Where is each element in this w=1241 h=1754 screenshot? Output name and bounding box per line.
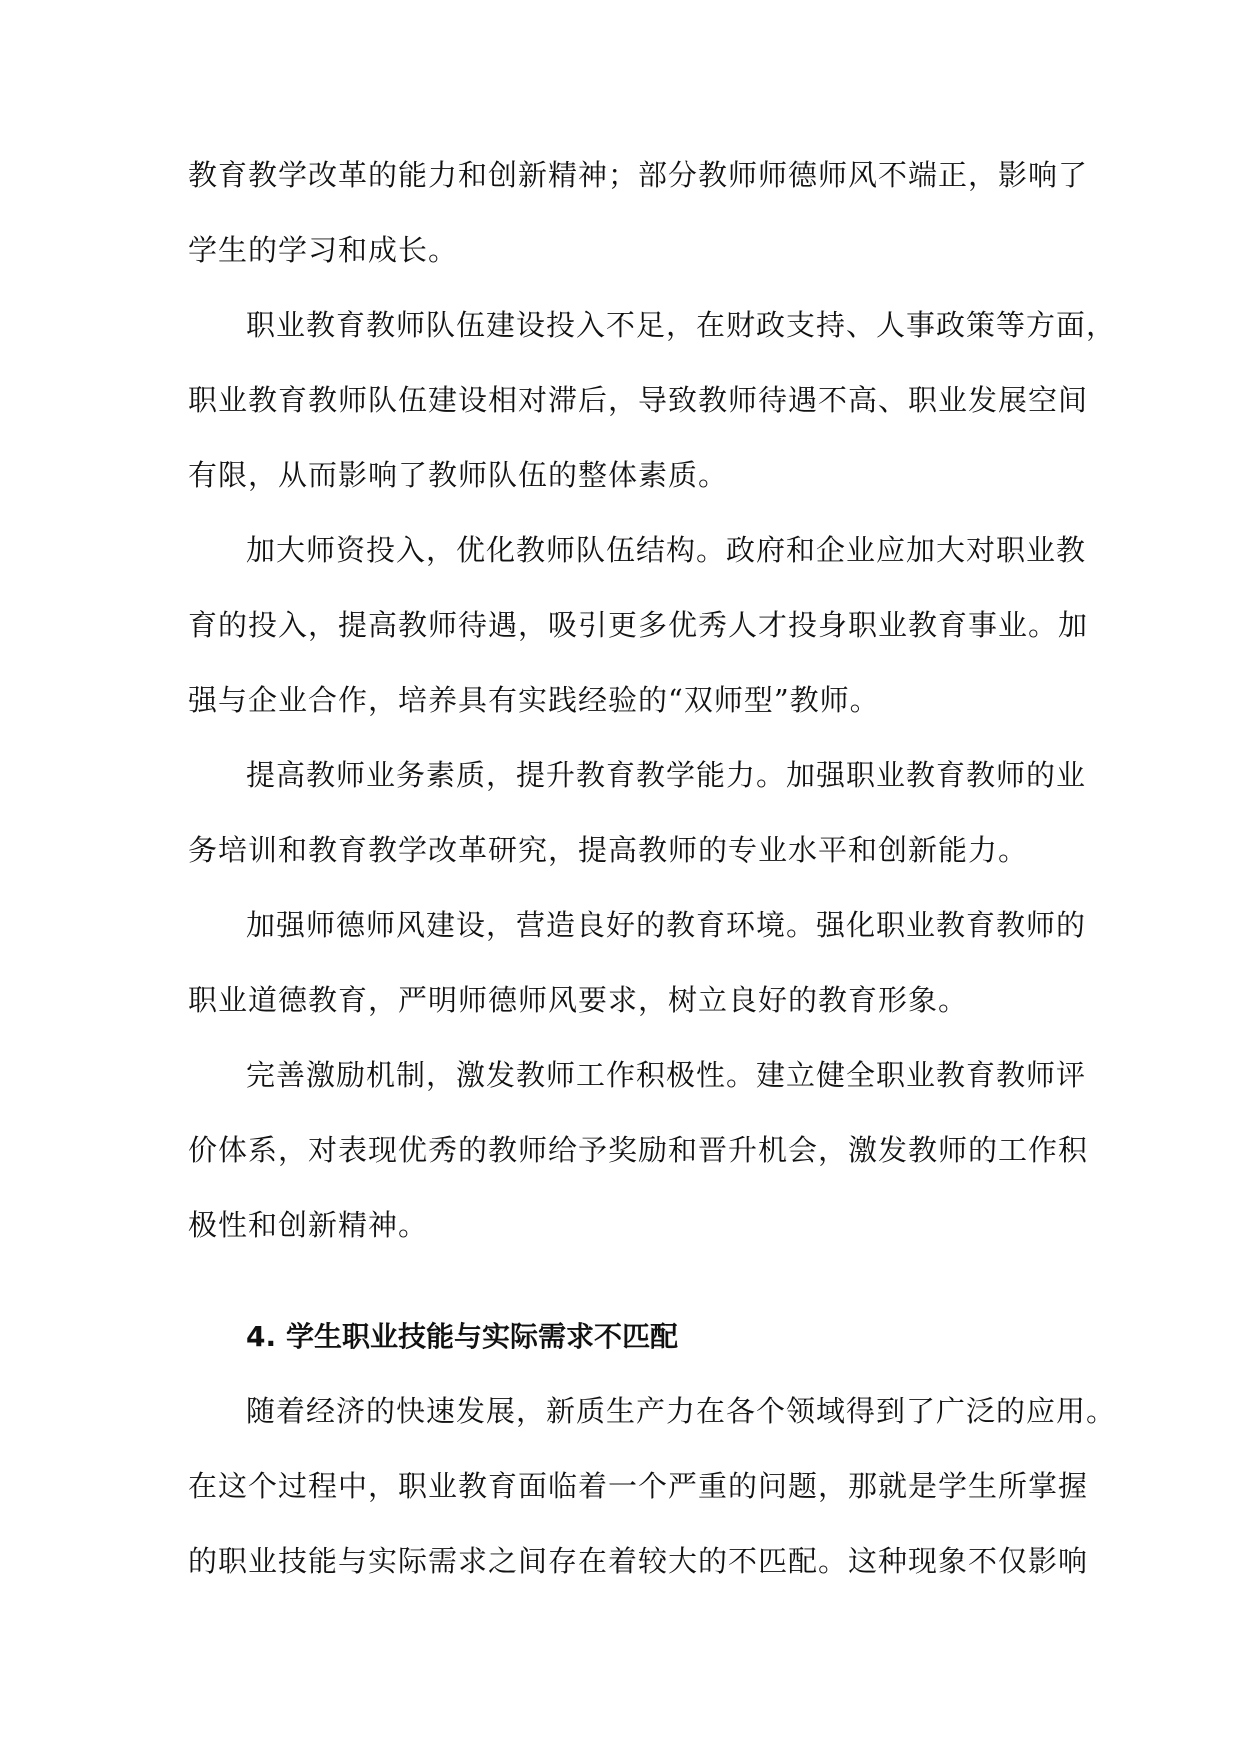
paragraph-line: 完善激励机制，激发教师工作积极性。建立健全职业教育教师评 xyxy=(246,1058,1087,1092)
paragraph-line: 务培训和教育教学改革研究，提高教师的专业水平和创新能力。 xyxy=(188,833,1029,867)
paragraph-line: 职业教育教师队伍建设相对滞后，导致教师待遇不高、职业发展空间 xyxy=(188,383,1089,417)
paragraph-line: 学生的学习和成长。 xyxy=(188,233,459,267)
section-spacer xyxy=(188,1263,1052,1299)
paragraph-4 xyxy=(188,738,1087,888)
paragraph-line: 育的投入，提高教师待遇，吸引更多优秀人才投身职业教育事业。加 xyxy=(188,608,1089,642)
paragraph-line: 价体系，对表现优秀的教师给予奖励和晋升机会，激发教师的工作积 xyxy=(188,1133,1089,1167)
paragraph-line: 极性和创新精神。 xyxy=(188,1208,429,1242)
paragraph-2 xyxy=(188,288,1117,513)
paragraph-7 xyxy=(188,1374,1117,1599)
paragraph-line: 在这个过程中，职业教育面临着一个严重的问题，那就是学生所掌握 xyxy=(188,1469,1089,1503)
paragraph-line: 强与企业合作，培养具有实践经验的“双师型”教师。 xyxy=(188,683,880,717)
document-body xyxy=(188,138,1117,1599)
section-title: 学生职业技能与实际需求不匹配 xyxy=(286,1320,679,1353)
paragraph-line: 提高教师业务素质，提升教育教学能力。加强职业教育教师的业 xyxy=(246,758,1087,792)
paragraph-5 xyxy=(188,888,1087,1038)
paragraph-line: 有限，从而影响了教师队伍的整体素质。 xyxy=(188,458,729,492)
paragraph-line: 加大师资投入，优化教师队伍结构。政府和企业应加大对职业教 xyxy=(246,533,1087,567)
section-number: 4. xyxy=(246,1320,277,1353)
paragraph-line: 职业道德教育，严明师德师风要求，树立良好的教育形象。 xyxy=(188,983,969,1017)
paragraph-6 xyxy=(188,1038,1089,1263)
paragraph-line: 随着经济的快速发展，新质生产力在各个领域得到了广泛的应用。 xyxy=(246,1394,1117,1428)
paragraph-line: 加强师德师风建设，营造良好的教育环境。强化职业教育教师的 xyxy=(246,908,1087,942)
paragraph-line: 教育教学改革的能力和创新精神；部分教师师德师风不端正，影响了 xyxy=(188,158,1089,192)
paragraph-line: 的职业技能与实际需求之间存在着较大的不匹配。这种现象不仅影响 xyxy=(188,1544,1089,1578)
paragraph-line: 职业教育教师队伍建设投入不足，在财政支持、人事政策等方面， xyxy=(246,308,1117,342)
paragraph-3 xyxy=(188,513,1089,738)
paragraph-1 xyxy=(188,138,1089,288)
section-heading xyxy=(188,1299,1052,1374)
